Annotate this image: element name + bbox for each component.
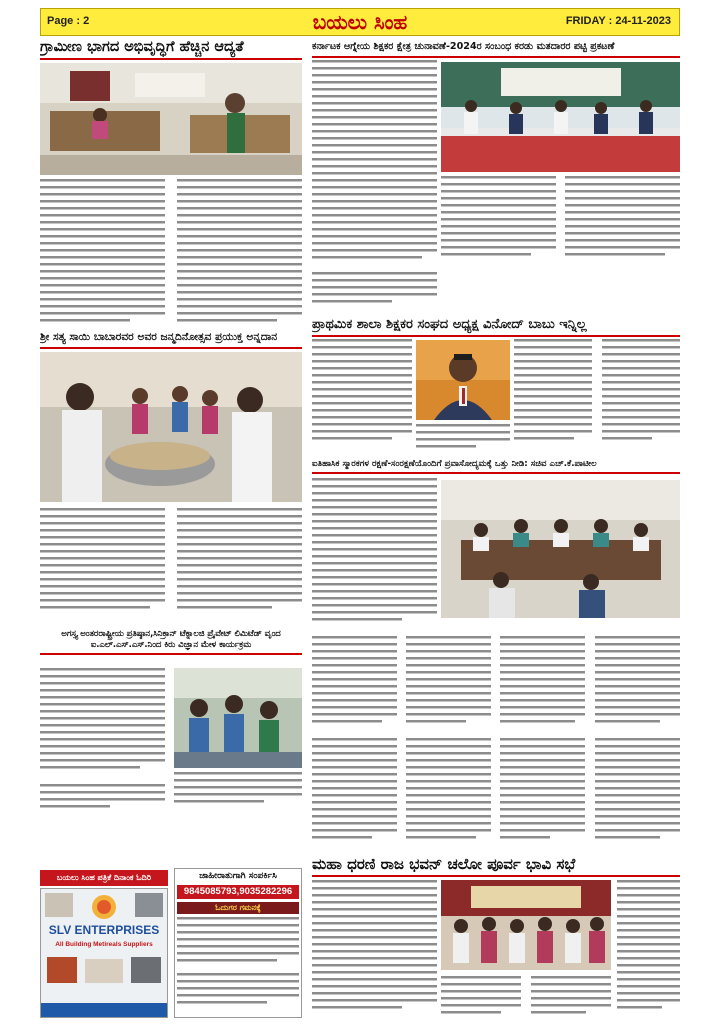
article-vinod-body-left <box>312 339 412 449</box>
article-heritage-body-left <box>312 478 437 628</box>
headline-sai-baba-annadana: ಶ್ರೀ ಸತ್ಯ ಸಾಯಿ ಬಾಬಾರವರ ಅವರ ಜನ್ಮದಿನೋತ್ಸವ ಪ್ರಯುಕ್ತ ಅನ್ನದಾನ <box>40 332 302 349</box>
article-vinod-body-right <box>514 339 680 451</box>
ad-contact-box <box>174 868 302 1018</box>
photo-vinod-babu-portrait <box>416 340 510 420</box>
article-heritage-body-cont2 <box>312 738 680 850</box>
photo-officials-meeting <box>441 62 680 172</box>
issue-date: FRIDAY : 24-11-2023 <box>565 15 671 27</box>
article-dharani-body-bottom <box>441 976 611 1018</box>
masthead <box>40 8 680 36</box>
photo-heritage-meeting <box>441 480 680 618</box>
article-dharani-body-left <box>312 880 437 1018</box>
article-science-body-right <box>174 772 302 812</box>
article-annadana-body <box>40 508 302 620</box>
slv-tagline: All Building Metireals Suppliers <box>55 941 153 948</box>
article-heritage-body-cont <box>312 636 680 732</box>
slv-enterprises-ad <box>40 888 168 1018</box>
photo-caption-vinod <box>416 424 510 450</box>
photo-village-office <box>40 63 302 175</box>
notice-body <box>177 917 301 1015</box>
headline-heritage-tourism: ಐತಿಹಾಸಿಕ ಸ್ಮಾರಕಗಳ ರಕ್ಷಣೆ-ಸಂರಕ್ಷಣೆಯೊಂದಿಗೆ ಪ್ರವಾಸೋದ್ಯಮಕ್ಕೆ ಒತ್ತು ನೀಡಿ: ಸಚಿವ ಎಚ್.ಕೆ.ಪಾಟೀಲ <box>312 460 680 474</box>
headline-vinod-babu: ಪ್ರಾಥಮಿಕ ಶಾಲಾ ಶಿಕ್ಷಕರ ಸಂಘದ ಅಧ್ಯಕ್ಷ ವಿನೋದ್ ಬಾಬು ಇನ್ನಿಲ್ಲ <box>312 318 680 337</box>
article-teachers-body-right <box>441 176 680 266</box>
article-rural-body <box>40 179 302 327</box>
article-science-body-cont <box>40 784 165 812</box>
ad-contact-title: ಜಾಹೀರಾತುಗಾಗಿ ಸಂಪರ್ಕಿಸಿ <box>199 871 277 881</box>
article-teachers-body-left <box>312 60 437 266</box>
newspaper-title: ಬಯಲು ಸಿಂಹ <box>312 10 408 34</box>
ad-phone-numbers: 9845085793,9035282296 <box>177 885 299 899</box>
headline-rural-development: ಗ್ರಾಮೀಣ ಭಾಗದ ಅಭಿವೃದ್ಧಿಗೆ ಹೆಚ್ಚಿನ ಆದ್ಯತೆ <box>40 40 302 60</box>
article-science-body-left <box>40 668 165 780</box>
headline-science-fair: ಅಗಸ್ತ್ಯ ಅಂತರರಾಷ್ಟ್ರೀಯ ಪ್ರತಿಷ್ಠಾನ,ಸಿನಿಕ್ರಾನ್ ಟೆಕ್ನಾಲಜಿ ಪ್ರೈವೇಟ್ ಲಿಮಿಟೆಡ್ ವೃಂದ ಐ.ಎಲ್.ಎಸ್.ಎಸ್.ನಿಂದ ಕಿರು ವಿಜ್ಞಾನ ಮೇಳ ಕಾರ್ಯಕ್ರಮ <box>40 628 302 655</box>
article-teachers-body-cont <box>312 272 437 312</box>
photo-annadana <box>40 352 302 502</box>
slv-name: SLV ENTERPRISES <box>48 923 160 937</box>
page-number: Page : 2 <box>47 15 90 27</box>
notice-title: ಓದುಗರ ಗಮನಕ್ಕೆ <box>177 902 299 914</box>
subscribe-banner: ಬಯಲು ಸಿಂಹ ಪತ್ರಿಕೆ ದಿನಾಂಕ ಓದಿರಿ <box>40 870 168 886</box>
headline-maha-dharani: ಮಹಾ ಧರಣಿ ರಾಜ ಭವನ್ ಚಲೋ ಪೂರ್ವ ಭಾವಿ ಸಭೆ <box>312 856 680 877</box>
photo-science-fair-students <box>174 668 302 768</box>
headline-teachers-constituency: ಕರ್ನಾಟಕ ಆಗ್ನೇಯ ಶಿಕ್ಷಕರ ಕ್ಷೇತ್ರ ಚುನಾವಣೆ-2024ರ ಸಂಬಂಧ ಕರಡು ಮತದಾರರ ಪಟ್ಟಿ ಪ್ರಕಟಣೆ <box>312 42 680 58</box>
photo-dharani-meeting <box>441 880 611 970</box>
article-dharani-body-right <box>617 880 680 1018</box>
